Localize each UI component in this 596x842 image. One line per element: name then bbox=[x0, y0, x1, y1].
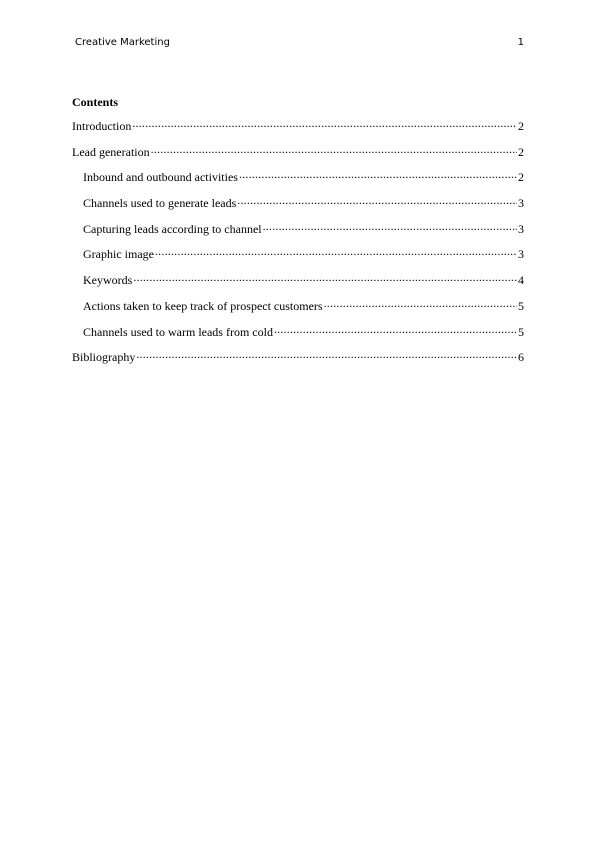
toc-entry-label: Keywords bbox=[83, 273, 133, 288]
toc-dot-leader bbox=[274, 322, 517, 336]
toc-entry-label: Lead generation bbox=[72, 144, 150, 159]
toc-dot-leader bbox=[237, 193, 517, 207]
toc-dot-leader bbox=[133, 270, 517, 284]
toc-entry-label: Inbound and outbound activities bbox=[83, 170, 238, 185]
toc-entry-page: 6 bbox=[518, 350, 524, 365]
toc-entry-lead-generation[interactable] bbox=[72, 142, 524, 159]
toc-entry-keywords[interactable] bbox=[72, 270, 524, 288]
toc-entry-page: 5 bbox=[518, 298, 524, 313]
toc-dot-leader bbox=[263, 219, 517, 233]
toc-heading: Contents bbox=[72, 95, 119, 109]
toc-entry-capturing-leads[interactable] bbox=[72, 219, 524, 236]
toc-entry-label: Capturing leads according to channel bbox=[83, 221, 262, 236]
toc-dot-leader bbox=[136, 347, 517, 361]
toc-entry-page: 4 bbox=[518, 273, 524, 288]
toc-entry-graphic-image[interactable] bbox=[72, 244, 524, 262]
header-title: Creative Marketing bbox=[75, 37, 170, 48]
toc-entry-channels-generate[interactable] bbox=[72, 193, 524, 211]
page-header bbox=[75, 36, 524, 50]
toc-entry-label: Graphic image bbox=[83, 247, 154, 262]
toc-entry-label: Introduction bbox=[72, 119, 132, 133]
toc-entry-actions-track[interactable] bbox=[72, 296, 524, 313]
toc-dot-leader bbox=[324, 296, 517, 310]
toc-entry-label: Actions taken to keep track of prospect customers bbox=[83, 298, 323, 313]
toc-dot-leader bbox=[132, 116, 517, 130]
toc-entry-page: 2 bbox=[518, 170, 524, 185]
toc-entry-page: 3 bbox=[518, 196, 524, 211]
toc-entry-label: Channels used to generate leads bbox=[83, 196, 237, 211]
toc-entry-page: 3 bbox=[518, 247, 524, 262]
toc-dot-leader bbox=[239, 167, 517, 181]
toc-entry-page: 2 bbox=[518, 144, 524, 159]
toc-dot-leader bbox=[155, 244, 517, 258]
toc-entry-page: 3 bbox=[518, 221, 524, 236]
toc-entry-inbound-outbound[interactable] bbox=[72, 167, 524, 185]
toc-dot-leader bbox=[151, 142, 517, 156]
toc-entry-page: 5 bbox=[518, 324, 524, 339]
toc-entry-bibliography[interactable] bbox=[72, 347, 524, 365]
table-of-contents bbox=[72, 95, 524, 373]
toc-entry-channels-warm[interactable] bbox=[72, 322, 524, 339]
toc-entry-label: Channels used to warm leads from cold bbox=[83, 324, 273, 339]
header-page-number: 1 bbox=[517, 37, 524, 48]
toc-entry-page: 2 bbox=[518, 119, 524, 133]
toc-entry-label: Bibliography bbox=[72, 350, 136, 365]
toc-entry-introduction[interactable] bbox=[72, 116, 524, 133]
